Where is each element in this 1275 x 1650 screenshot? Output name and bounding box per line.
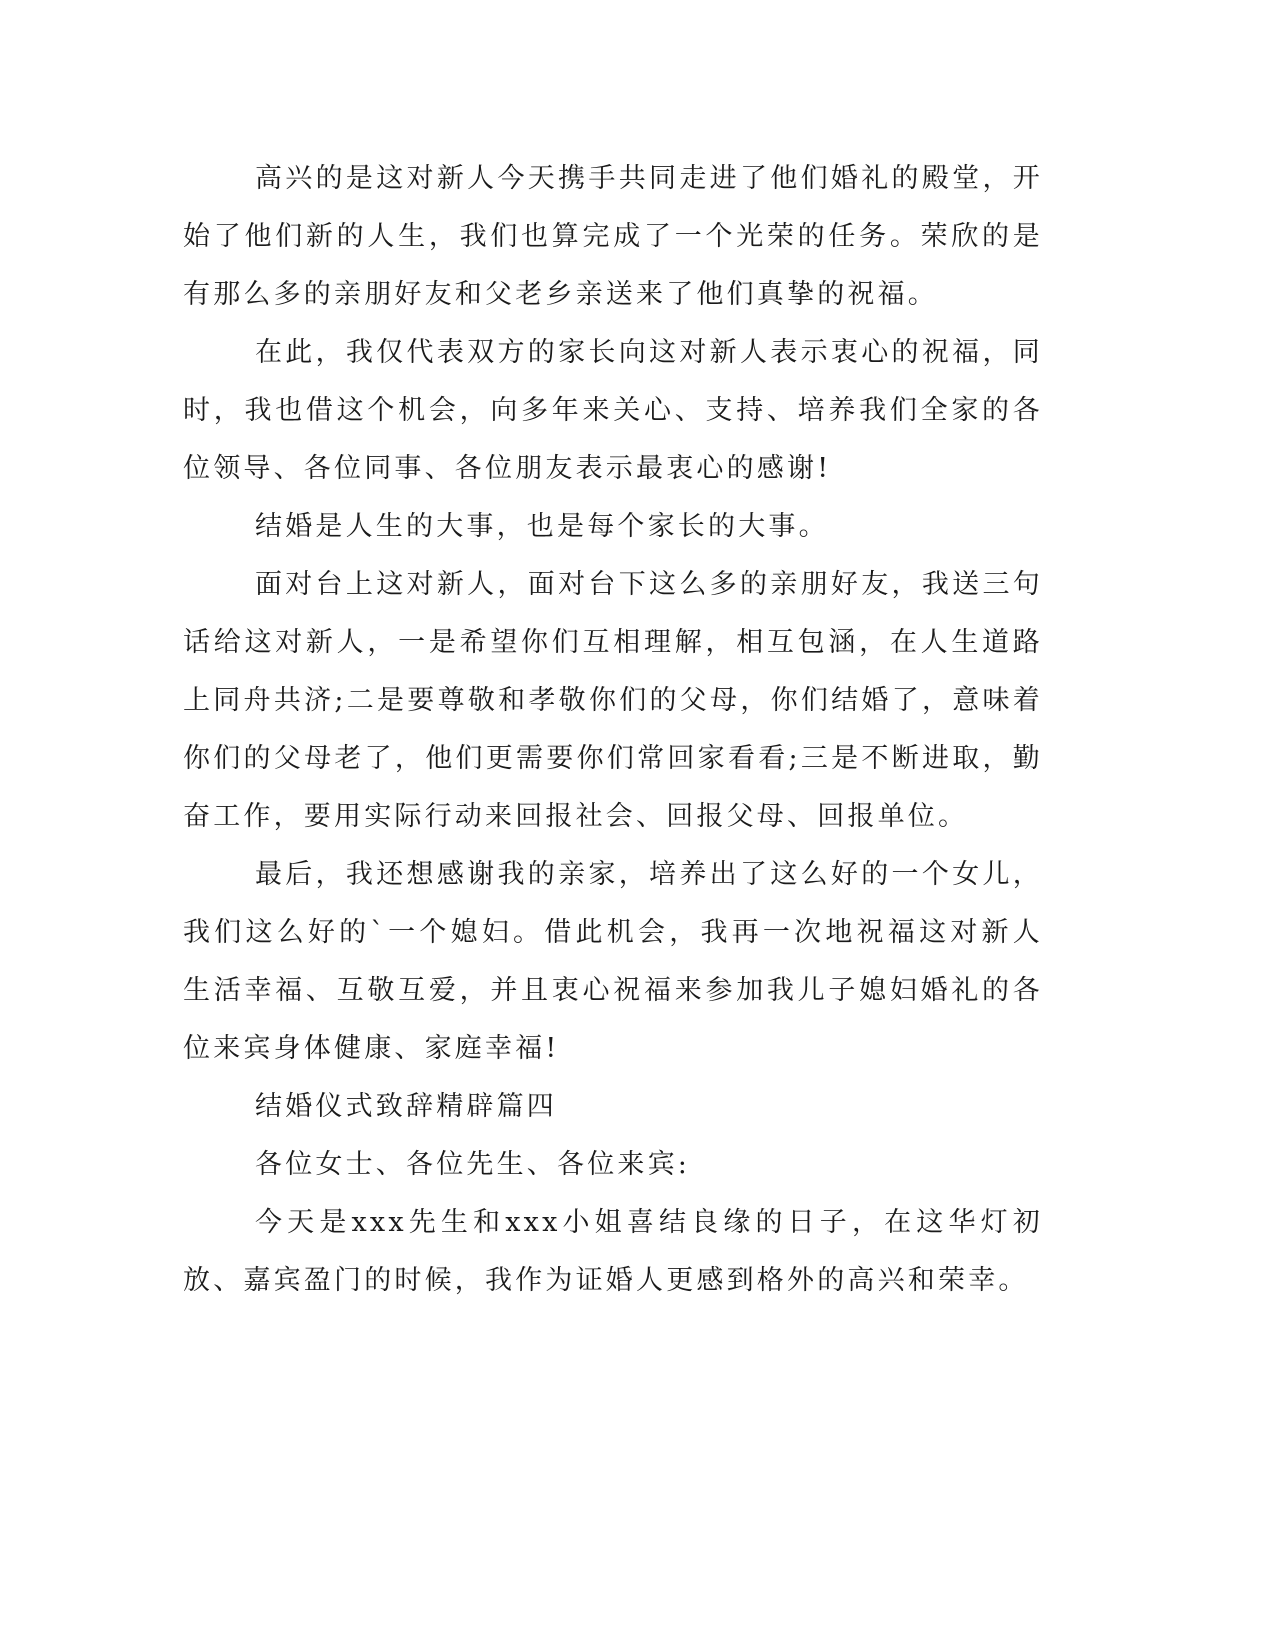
paragraph-thanks: 在此，我仅代表双方的家长向这对新人表示衷心的祝福，同时，我也借这个机会，向多年来关心、支持、培养我们全家的各位领导、各位同事、各位朋友表示最衷心的感谢! <box>183 337 1043 484</box>
section-heading: 结婚仪式致辞精辟篇四 <box>255 1091 557 1122</box>
paragraph-opening-joy: 高兴的是这对新人今天携手共同走进了他们婚礼的殿堂，开始了他们新的人生，我们也算完成了一个光荣的任务。荣欣的是有那么多的亲朋好友和父老乡亲送来了他们真挚的祝福。 <box>183 163 1043 310</box>
paragraph-marriage-important: 结婚是人生的大事，也是每个家长的大事。 <box>255 511 829 542</box>
paragraph-witness-opening: 今天是xxx先生和xxx小姐喜结良缘的日子，在这华灯初放、嘉宾盈门的时候，我作为证婚人更感到格外的高兴和荣幸。 <box>183 1207 1043 1296</box>
paragraph-final-blessing: 最后，我还想感谢我的亲家，培养出了这么好的一个女儿，我们这么好的`一个媳妇。借此机会，我再一次地祝福这对新人生活幸福、互敬互爱，并且衷心祝福来参加我儿子媳妇婚礼的各位来宾身体健康、家庭幸福! <box>183 859 1043 1064</box>
document-body <box>183 150 1043 1310</box>
paragraph-three-wishes: 面对台上这对新人，面对台下这么多的亲朋好友，我送三句话给这对新人，一是希望你们互相理解，相互包涵，在人生道路上同舟共济;二是要尊敬和孝敬你们的父母，你们结婚了，意味着你们的父母老了，他们更需要你们常回家看看;三是不断进取，勤奋工作，要用实际行动来回报社会、回报父母、回报单位。 <box>183 569 1043 832</box>
salutation: 各位女士、各位先生、各位来宾: <box>255 1149 691 1180</box>
